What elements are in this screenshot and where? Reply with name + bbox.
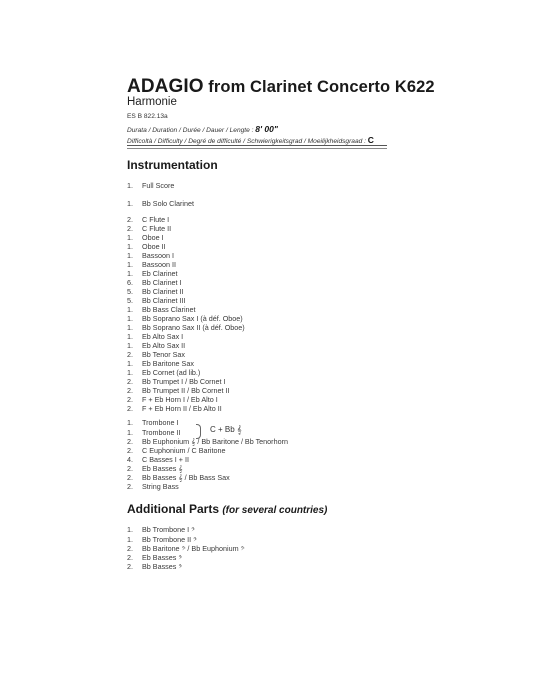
list-item: 1. Trombone II — [127, 428, 181, 437]
bass-clef-icon: 𝄢 — [193, 538, 197, 544]
list-item: 1. Eb Baritone Sax — [127, 359, 194, 368]
bass-clef-icon: 𝄢 — [178, 565, 183, 571]
page-title — [127, 76, 435, 98]
list-item: 5. Bb Clarinet III — [127, 296, 186, 305]
header-rule — [127, 145, 387, 146]
instrumentation-heading: Instrumentation — [127, 158, 218, 172]
list-item: 1. Bb Soprano Sax I (à déf. Oboe) — [127, 314, 243, 323]
list-item: 1. Trombone I — [127, 418, 179, 427]
difficulty-value: C — [367, 135, 374, 145]
duration-value: 8' 00" — [255, 124, 278, 134]
list-item: 2. Bb Basses 𝄢 — [127, 562, 183, 571]
list-item: 2. Bb Euphonium 𝄞 / Bb Baritone / Bb Tenorhorn — [127, 437, 288, 446]
list-item: 2. String Bass — [127, 482, 179, 491]
list-item: 1. Bassoon II — [127, 260, 176, 269]
difficulty-line — [127, 135, 374, 145]
list-item: 2. C Euphonium / C Baritone — [127, 446, 226, 455]
bass-clef-icon: 𝄢 — [191, 528, 195, 534]
title-main: ADAGIO — [127, 76, 204, 97]
list-item: 1. Bassoon I — [127, 251, 174, 260]
title-rest: from Clarinet Concerto K622 — [203, 78, 435, 96]
list-item: 2. Eb Basses 𝄞 — [127, 464, 183, 473]
list-item: 1. Full Score — [127, 181, 175, 190]
list-item: 1. Bb Soprano Sax II (à déf. Oboe) — [127, 323, 245, 332]
list-item: 1. Eb Clarinet — [127, 269, 178, 278]
list-item: 1. Bb Bass Clarinet — [127, 305, 196, 314]
list-item: 2. Bb Tenor Sax — [127, 350, 186, 359]
trombone-brace — [196, 424, 201, 439]
difficulty-label: Difficoltà / Difficulty / Degré de difficulté / Schwierigkeitsgrad / Moeilijkheidsgraad : — [127, 138, 368, 145]
bass-clef-icon: 𝄢 — [178, 556, 183, 562]
list-item: 4. C Basses I + II — [127, 455, 189, 464]
list-item: 1. Eb Alto Sax I — [127, 332, 184, 341]
list-item: 1. Bb Solo Clarinet — [127, 199, 194, 208]
list-item: 1. Bb Trombone II 𝄢 — [127, 535, 197, 544]
list-item: 2. C Flute II — [127, 224, 172, 233]
bass-clef-icon: 𝄢 — [240, 547, 245, 553]
bass-clef-icon: 𝄢 — [181, 547, 186, 553]
list-item: 1. Oboe I — [127, 233, 164, 242]
list-item: 2. Bb Trumpet II / Bb Cornet II — [127, 386, 230, 395]
additional-parts-heading: Additional Parts (for several countries) — [127, 502, 328, 516]
list-item: 1. Eb Alto Sax II — [127, 341, 186, 350]
list-item: 1. Eb Cornet (ad lib.) — [127, 368, 201, 377]
trombone-note: C + Bb 𝄞 — [210, 425, 242, 434]
list-item: 2. F + Eb Horn II / Eb Alto II — [127, 404, 222, 413]
duration-label: Durata / Duration / Durée / Dauer / Lengte : — [127, 127, 256, 134]
list-item: 2. Eb Basses 𝄢 — [127, 553, 183, 562]
list-item: 2. Bb Basses 𝄞 / Bb Bass Sax — [127, 473, 230, 482]
list-item: 2. Bb Trumpet I / Bb Cornet I — [127, 377, 226, 386]
catalog-number: ES B 822.13a — [127, 113, 168, 120]
list-item: 2. Bb Baritone 𝄢 / Bb Euphonium 𝄢 — [127, 544, 245, 553]
list-item: 1. Oboe II — [127, 242, 166, 251]
list-item: 1. Bb Trombone I 𝄢 — [127, 525, 195, 534]
subtitle: Harmonie — [127, 96, 177, 108]
duration-line — [127, 124, 278, 134]
list-item: 5. Bb Clarinet II — [127, 287, 184, 296]
list-item: 2. F + Eb Horn I / Eb Alto I — [127, 395, 218, 404]
header-rule-thin — [127, 148, 387, 149]
list-item: 2. C Flute I — [127, 215, 170, 224]
list-item: 6. Bb Clarinet I — [127, 278, 182, 287]
